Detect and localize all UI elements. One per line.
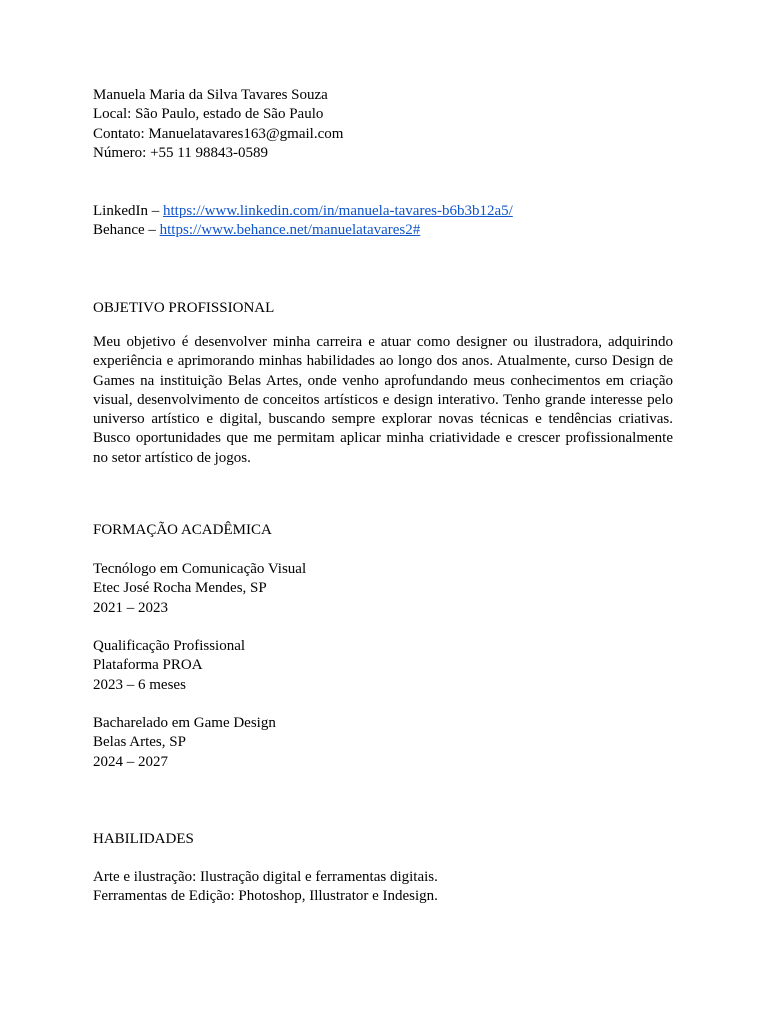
skill-item: Ferramentas de Edição: Photoshop, Illustrator e Indesign. xyxy=(93,888,438,905)
education-institution: Etec José Rocha Mendes, SP xyxy=(93,580,267,597)
education-period: 2024 – 2027 xyxy=(93,753,168,770)
education-period: 2023 – 6 meses xyxy=(93,676,186,693)
skill-item: Arte e ilustração: Ilustração digital e ferramentas digitais. xyxy=(93,869,438,885)
linkedin-link[interactable]: https://www.linkedin.com/in/manuela-tavares-b6b3b12a5/ xyxy=(162,203,513,219)
skills-list xyxy=(93,868,673,907)
education-course: Bacharelado em Game Design xyxy=(93,715,276,731)
education-item xyxy=(93,560,673,618)
behance-line xyxy=(93,221,673,240)
contact-email: Contato: Manuelatavares163@gmail.com xyxy=(93,125,344,142)
location: Local: São Paulo, estado de São Paulo xyxy=(93,106,324,123)
education-course: Qualificação Profissional xyxy=(93,638,246,654)
contact-block xyxy=(93,86,673,164)
education-course: Tecnólogo em Comunicação Visual xyxy=(93,561,307,577)
education-period: 2021 – 2023 xyxy=(93,599,168,616)
full-name: Manuela Maria da Silva Tavares Souza xyxy=(93,87,328,103)
objective-paragraph: Meu objetivo é desenvolver minha carreira e atuar como designer ou ilustradora, adquirindo experiência e aprimorando minhas habilidades ao longo dos anos. Atualmente, curso Design de Games na instituição Belas Artes, onde venho aprofundando meus conhecimentos em criação visual, desenvolvimento de conceitos artísticos e design interativo. Tenho grande interesse pelo universo artístico e digital, buscando sempre explorar novas técnicas e tendências criativas. Busco oportunidades que me permitam aplicar minha criatividade e crescer profissionalmente no setor artístico de jogos. xyxy=(93,334,673,466)
behance-label: Behance – xyxy=(93,222,160,239)
education-institution: Plataforma PROA xyxy=(93,657,203,674)
behance-link[interactable]: https://www.behance.net/manuelatavares2# xyxy=(159,222,421,239)
objective-heading: OBJETIVO PROFISSIONAL xyxy=(93,300,275,316)
education-institution: Belas Artes, SP xyxy=(93,734,186,751)
links-block xyxy=(93,202,673,241)
skills-heading: HABILIDADES xyxy=(93,831,194,847)
linkedin-line xyxy=(93,202,673,221)
education-item xyxy=(93,714,673,772)
education-item xyxy=(93,637,673,695)
phone-number: Número: +55 11 98843-0589 xyxy=(93,145,268,162)
education-heading: FORMAÇÃO ACADÊMICA xyxy=(93,522,272,538)
linkedin-label: LinkedIn – xyxy=(93,203,163,219)
